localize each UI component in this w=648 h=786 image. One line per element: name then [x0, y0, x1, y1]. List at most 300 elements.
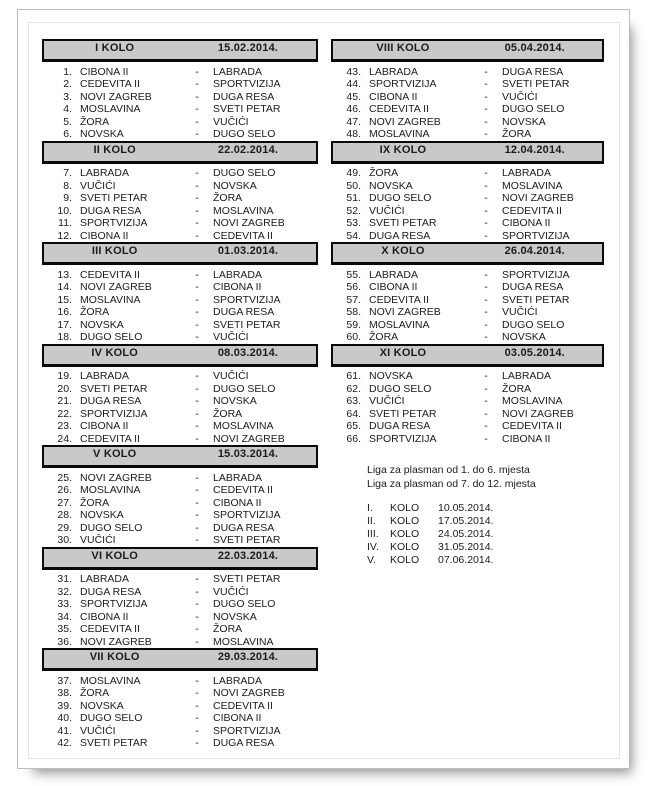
away-team: DUGA RESA — [502, 281, 564, 293]
round-header-bar — [331, 141, 604, 164]
match-number: 44. — [346, 78, 361, 90]
away-team: DUGA RESA — [213, 521, 275, 534]
match-row — [42, 420, 318, 433]
away-team: SPORTVIZIJA — [213, 78, 281, 90]
dash-separator: - — [195, 623, 199, 635]
away-team: SVETI PETAR — [502, 293, 570, 306]
away-team: DUGA RESA — [502, 65, 564, 78]
match-number: 32. — [57, 585, 72, 598]
round-rows — [42, 468, 318, 547]
match-gap — [72, 281, 80, 294]
match-gap — [361, 433, 369, 446]
dash-separator: - — [195, 509, 199, 521]
playoff-date: 10.05.2014. — [438, 501, 494, 514]
match-row — [331, 383, 604, 396]
match-gap — [72, 78, 80, 91]
match-gap — [72, 534, 80, 547]
match-row — [42, 306, 318, 319]
home-team: MOSLAVINA — [369, 128, 430, 140]
dash-separator: - — [484, 420, 488, 432]
round-section — [331, 344, 604, 446]
match-row — [331, 217, 604, 230]
home-team: LABRADA — [80, 370, 130, 382]
match-row — [331, 116, 604, 129]
match-number: 16. — [57, 306, 72, 318]
match-row — [42, 167, 318, 180]
round-rows — [42, 62, 318, 141]
round-label: IX KOLO — [379, 143, 427, 156]
dash-separator: - — [195, 534, 199, 546]
match-row — [42, 331, 318, 344]
match-number: 57. — [346, 293, 361, 306]
round-label: II KOLO — [93, 143, 136, 156]
away-team: NOVSKA — [502, 115, 546, 128]
away-team: SPORTVIZIJA — [213, 724, 281, 737]
dash-separator: - — [195, 432, 199, 445]
match-gap — [72, 586, 80, 599]
dash-separator: - — [195, 687, 199, 699]
dash-separator: - — [195, 65, 199, 78]
match-number: 18. — [57, 331, 72, 343]
dash-separator: - — [484, 179, 488, 192]
match-row — [42, 497, 318, 510]
home-team: SPORTVIZIJA — [80, 217, 148, 229]
round-header-bar — [42, 39, 318, 62]
away-team: VUČIĆI — [213, 331, 249, 343]
match-gap — [72, 66, 80, 79]
match-row — [42, 522, 318, 535]
match-row — [42, 725, 318, 738]
home-team: SVETI PETAR — [80, 382, 148, 395]
home-team: LABRADA — [80, 573, 130, 585]
away-team: NOVI ZAGREB — [502, 407, 574, 420]
round-section — [331, 141, 604, 243]
dash-separator: - — [484, 293, 488, 306]
round-label: V KOLO — [93, 448, 137, 460]
dash-separator: - — [484, 65, 488, 78]
away-team: VUČIĆI — [502, 90, 538, 103]
dash-separator: - — [195, 78, 199, 90]
dash-separator: - — [484, 90, 488, 103]
round-date: 26.04.2014. — [504, 245, 565, 257]
dash-separator: - — [195, 407, 199, 420]
dash-separator: - — [484, 407, 488, 420]
home-team: LABRADA — [369, 65, 419, 78]
dash-separator: - — [195, 90, 199, 103]
match-row — [42, 534, 318, 547]
away-team: DUGA RESA — [213, 737, 275, 749]
home-team: VUČIĆI — [80, 534, 116, 546]
home-team: DUGO SELO — [80, 521, 143, 534]
match-row — [331, 420, 604, 433]
dash-separator: - — [195, 204, 199, 217]
match-gap — [361, 383, 369, 396]
match-gap — [72, 167, 80, 180]
match-number: 59. — [346, 318, 361, 331]
match-gap — [72, 700, 80, 713]
match-row — [42, 573, 318, 586]
dash-separator: - — [195, 115, 199, 128]
round-date: 15.02.2014. — [217, 42, 279, 54]
match-number: 35. — [57, 623, 72, 635]
match-row — [42, 383, 318, 396]
away-team: SPORTVIZIJA — [502, 268, 570, 281]
match-row — [42, 66, 318, 79]
round-date: 22.03.2014. — [217, 549, 279, 562]
away-team: VUČIĆI — [213, 370, 249, 382]
playoff-schedule-list — [331, 502, 604, 568]
dash-separator: - — [195, 167, 199, 179]
away-team: NOVSKA — [213, 610, 257, 623]
dash-separator: - — [195, 573, 199, 585]
match-number: 53. — [346, 217, 361, 229]
liga-note-line: Liga za plasman od 1. do 6. mjesta — [367, 464, 530, 476]
dash-separator: - — [195, 598, 199, 610]
match-gap — [361, 192, 369, 205]
round-label: X KOLO — [381, 245, 425, 257]
home-team: SPORTVIZIJA — [80, 598, 148, 610]
round-rows — [42, 367, 318, 446]
playoff-row — [367, 515, 604, 528]
home-team: SPORTVIZIJA — [369, 432, 437, 445]
away-team: NOVSKA — [502, 331, 546, 343]
dash-separator: - — [484, 78, 488, 90]
away-team: LABRADA — [213, 65, 263, 78]
away-team: MOSLAVINA — [213, 635, 274, 648]
match-row — [331, 230, 604, 243]
match-row — [331, 180, 604, 193]
away-team: DUGO SELO — [213, 382, 276, 395]
match-row — [331, 66, 604, 79]
dash-separator: - — [484, 370, 488, 382]
dash-separator: - — [195, 229, 199, 242]
home-team: NOVI ZAGREB — [80, 635, 152, 648]
dash-separator: - — [195, 128, 199, 140]
match-row — [42, 217, 318, 230]
match-gap — [361, 395, 369, 408]
away-team: ŽORA — [502, 128, 532, 140]
away-team: CIBONA II — [213, 712, 262, 724]
away-team: CEDEVITA II — [213, 229, 273, 242]
away-team: LABRADA — [213, 268, 263, 281]
match-gap — [72, 611, 80, 624]
match-number: 56. — [346, 281, 361, 293]
home-team: CIBONA II — [369, 281, 418, 293]
away-team: ŽORA — [213, 623, 243, 635]
round-rows — [331, 367, 604, 446]
home-team: CEDEVITA II — [80, 432, 140, 445]
round-date: 15.03.2014. — [217, 448, 279, 460]
away-team: NOVI ZAGREB — [502, 192, 574, 204]
home-team: CEDEVITA II — [80, 623, 140, 635]
match-number: 17. — [57, 318, 72, 331]
away-team: SVETI PETAR — [502, 78, 570, 90]
home-team: ŽORA — [369, 331, 399, 343]
match-row — [331, 408, 604, 421]
round-section — [331, 39, 604, 141]
home-team: ŽORA — [80, 496, 110, 509]
match-gap — [72, 598, 80, 611]
match-row — [42, 472, 318, 485]
dash-separator: - — [195, 318, 199, 331]
match-number: 60. — [346, 331, 361, 343]
match-row — [331, 331, 604, 344]
dash-separator: - — [484, 128, 488, 140]
match-row — [331, 306, 604, 319]
match-row — [42, 281, 318, 294]
match-row — [331, 103, 604, 116]
match-number: 13. — [57, 268, 72, 281]
away-team: SPORTVIZIJA — [213, 509, 281, 521]
match-row — [42, 103, 318, 116]
round-rows — [42, 265, 318, 344]
match-row — [42, 712, 318, 725]
away-team: ŽORA — [502, 382, 532, 395]
dash-separator: - — [195, 635, 199, 648]
dash-separator: - — [484, 204, 488, 217]
match-gap — [72, 636, 80, 649]
away-team: DUGA RESA — [213, 90, 275, 103]
home-team: NOVI ZAGREB — [80, 471, 152, 484]
playoff-roman: III. — [367, 527, 379, 540]
dash-separator: - — [484, 382, 488, 395]
match-number: 8. — [63, 179, 72, 192]
round-header-bar — [331, 242, 604, 265]
left-column — [42, 39, 318, 750]
match-number: 22. — [57, 407, 72, 420]
dash-separator: - — [195, 496, 199, 509]
match-row — [42, 116, 318, 129]
away-team: LABRADA — [213, 674, 263, 687]
home-team: VUČIĆI — [369, 395, 405, 407]
dash-separator: - — [484, 115, 488, 128]
round-section — [42, 344, 318, 446]
match-number: 63. — [346, 395, 361, 407]
home-team: DUGA RESA — [80, 585, 142, 598]
match-number: 29. — [57, 521, 72, 534]
match-gap — [72, 217, 80, 230]
match-number: 36. — [57, 635, 72, 648]
round-header-bar — [42, 141, 318, 164]
match-number: 64. — [346, 407, 361, 420]
dash-separator: - — [195, 192, 199, 204]
round-header-bar — [42, 242, 318, 265]
away-team: SPORTVIZIJA — [502, 229, 570, 242]
round-date: 22.02.2014. — [217, 143, 279, 156]
match-row — [331, 78, 604, 91]
home-team: NOVSKA — [80, 699, 124, 712]
dash-separator: - — [195, 585, 199, 598]
match-number: 10. — [57, 204, 72, 217]
round-date: 12.04.2014. — [504, 143, 565, 156]
match-row — [331, 192, 604, 205]
dash-separator: - — [195, 712, 199, 724]
dash-separator: - — [195, 674, 199, 687]
round-label: IV KOLO — [91, 346, 139, 359]
home-team: CEDEVITA II — [80, 78, 140, 90]
dash-separator: - — [195, 179, 199, 192]
round-rows — [42, 164, 318, 243]
away-team: VUČIĆI — [502, 306, 538, 318]
home-team: CIBONA II — [80, 610, 129, 623]
round-section — [42, 547, 318, 649]
match-gap — [72, 420, 80, 433]
match-row — [42, 737, 318, 750]
match-gap — [361, 78, 369, 91]
match-number: 62. — [346, 382, 361, 395]
dash-separator: - — [195, 217, 199, 229]
match-gap — [361, 269, 369, 282]
home-team: SVETI PETAR — [369, 407, 437, 420]
home-team: CEDEVITA II — [369, 293, 429, 306]
round-label: XI KOLO — [379, 346, 427, 359]
match-number: 39. — [57, 699, 72, 712]
match-gap — [361, 319, 369, 332]
match-number: 49. — [346, 167, 361, 179]
match-gap — [72, 522, 80, 535]
match-gap — [361, 281, 369, 294]
home-team: NOVSKA — [369, 370, 413, 382]
away-team: DUGO SELO — [502, 318, 565, 331]
home-team: DUGA RESA — [80, 204, 142, 217]
playoff-row — [367, 502, 604, 515]
match-gap — [72, 205, 80, 218]
round-section — [42, 242, 318, 344]
match-number: 31. — [57, 573, 72, 585]
home-team: DUGA RESA — [369, 229, 431, 242]
round-label: VIII KOLO — [376, 42, 430, 54]
match-row — [42, 319, 318, 332]
round-rows — [42, 671, 318, 750]
round-date: 05.04.2014. — [504, 42, 565, 54]
match-number: 41. — [57, 724, 72, 737]
round-date: 29.03.2014. — [217, 651, 279, 663]
match-row — [42, 636, 318, 649]
match-number: 5. — [63, 115, 72, 128]
match-number: 61. — [346, 370, 361, 382]
dash-separator: - — [484, 103, 488, 115]
match-number: 54. — [346, 229, 361, 242]
match-gap — [361, 370, 369, 383]
away-team: SPORTVIZIJA — [213, 293, 281, 306]
match-gap — [72, 306, 80, 319]
away-team: LABRADA — [502, 167, 552, 179]
match-row — [42, 623, 318, 636]
match-row — [42, 269, 318, 282]
match-gap — [72, 103, 80, 116]
match-number: 3. — [63, 90, 72, 103]
dash-separator: - — [484, 281, 488, 293]
dash-separator: - — [484, 217, 488, 229]
home-team: CIBONA II — [80, 229, 129, 242]
match-number: 11. — [58, 217, 72, 229]
match-row — [42, 687, 318, 700]
playoff-label: KOLO — [390, 554, 420, 567]
liga-note-line: Liga za plasman od 7. do 12. mjesta — [367, 477, 536, 490]
home-team: ŽORA — [369, 167, 399, 179]
home-team: MOSLAVINA — [80, 484, 141, 496]
home-team: CIBONA II — [80, 420, 129, 432]
match-number: 65. — [346, 420, 361, 432]
home-team: SVETI PETAR — [80, 192, 148, 204]
match-gap — [72, 472, 80, 485]
match-gap — [72, 91, 80, 104]
dash-separator: - — [484, 331, 488, 343]
match-number: 55. — [346, 268, 361, 281]
away-team: NOVI ZAGREB — [213, 687, 285, 699]
playoff-label: KOLO — [390, 527, 420, 540]
match-row — [42, 611, 318, 624]
dash-separator: - — [195, 484, 199, 496]
right-column — [331, 39, 604, 445]
home-team: SPORTVIZIJA — [369, 78, 437, 90]
home-team: CIBONA II — [80, 65, 129, 78]
away-team: NOVSKA — [213, 395, 257, 407]
match-number: 20. — [57, 382, 72, 395]
match-gap — [361, 294, 369, 307]
dash-separator: - — [484, 167, 488, 179]
match-number: 45. — [346, 90, 361, 103]
match-gap — [72, 725, 80, 738]
away-team: NOVI ZAGREB — [213, 217, 285, 229]
home-team: ŽORA — [80, 687, 110, 699]
round-section — [331, 242, 604, 344]
home-team: DUGA RESA — [80, 395, 142, 407]
round-rows — [331, 164, 604, 243]
match-number: 43. — [346, 65, 361, 78]
dash-separator: - — [195, 395, 199, 407]
match-gap — [72, 116, 80, 129]
home-team: NOVSKA — [80, 509, 124, 521]
match-gap — [361, 230, 369, 243]
match-row — [42, 230, 318, 243]
match-number: 6. — [63, 128, 72, 140]
match-number: 33. — [57, 598, 72, 610]
match-number: 30. — [57, 534, 72, 546]
match-number: 15. — [57, 293, 72, 306]
dash-separator: - — [484, 395, 488, 407]
match-number: 14. — [57, 281, 72, 293]
round-header-bar — [42, 344, 318, 367]
match-gap — [361, 180, 369, 193]
match-gap — [72, 319, 80, 332]
playoff-roman: I. — [367, 501, 373, 514]
playoff-date: 07.06.2014. — [438, 554, 494, 567]
match-row — [42, 700, 318, 713]
home-team: ŽORA — [80, 115, 110, 128]
playoff-roman: V. — [367, 554, 376, 567]
match-number: 21. — [57, 395, 72, 407]
dash-separator: - — [484, 268, 488, 281]
match-number: 27. — [57, 496, 72, 509]
dash-separator: - — [484, 192, 488, 204]
away-team: ŽORA — [213, 192, 243, 204]
round-section — [42, 648, 318, 750]
home-team: LABRADA — [369, 268, 419, 281]
home-team: VUČIĆI — [369, 204, 405, 217]
home-team: DUGO SELO — [80, 712, 143, 724]
match-number: 52. — [346, 204, 361, 217]
dash-separator: - — [195, 724, 199, 737]
match-gap — [361, 205, 369, 218]
match-number: 40. — [57, 712, 72, 724]
dash-separator: - — [484, 229, 488, 242]
away-team: VUČIĆI — [213, 115, 249, 128]
home-team: LABRADA — [80, 167, 130, 179]
away-team: DUGO SELO — [502, 103, 565, 115]
match-gap — [361, 420, 369, 433]
match-gap — [72, 433, 80, 446]
